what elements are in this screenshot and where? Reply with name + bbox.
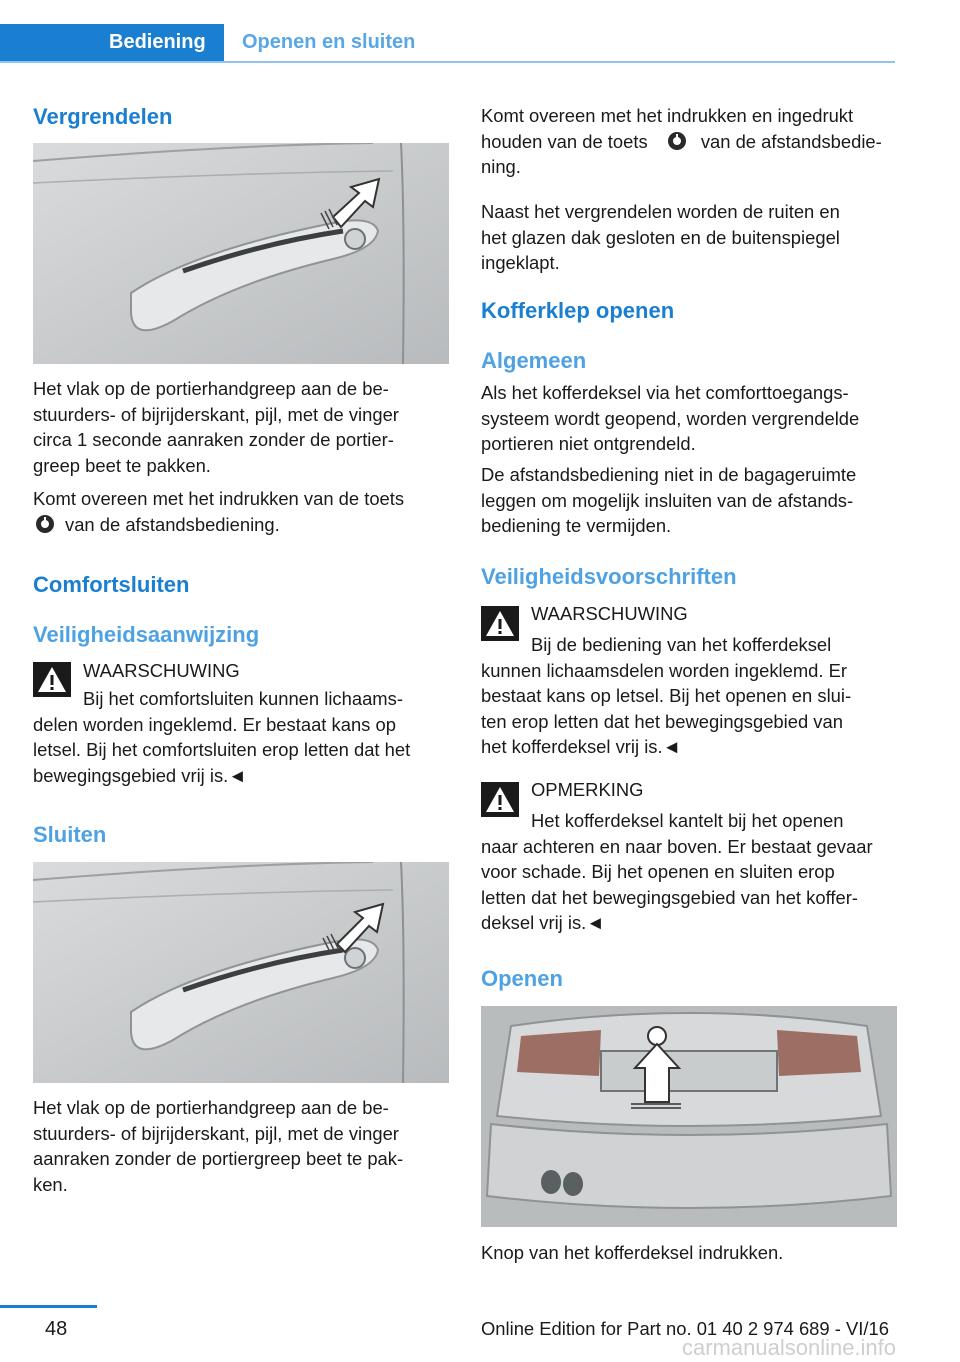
text-line: letten dat het bewegingsgebied van het koffer‐ [481,886,858,908]
heading-comfortsluiten: Comfortsluiten [33,572,190,597]
trunk-lid-image [481,1006,897,1227]
page-header [0,0,895,64]
header-divider [0,61,895,63]
warning-body-comfort [33,686,449,788]
text-line: ten erop letten dat het bewegingsgebied van [481,710,843,732]
text-line: stuurders- of bijrijderskant, pijl, met de vinger [33,403,399,425]
text-line: aanraken zonder de portiergreep beet te pak‐ [33,1148,404,1169]
paragraph-comfort-access [481,380,897,457]
warning-title [531,601,897,627]
text-line: circa 1 seconde aanraken zonder de portier‐ [33,429,394,450]
text-line [33,512,449,538]
text-line: Naast het vergrendelen worden de ruiten en [481,201,840,222]
text-fragment: van de afstandsbediening. [65,513,280,535]
text-line: Komt overeen met het indrukken van de toets [33,488,405,509]
heading-kofferklep-openen: Kofferklep openen [481,298,675,323]
door-handle-image-closing [33,862,449,1083]
notice-title [531,777,897,803]
text-line: Als het kofferdeksel via het comforttoegangs‐ [481,382,849,403]
text-line: deksel vrij is.◄ [481,912,605,933]
lock-key-icon [35,514,55,534]
text-fragment: houden van de toets [481,130,648,152]
paragraph-locking-instruction [33,376,449,478]
paragraph-remote-in-trunk [481,462,897,539]
text-line: Het vlak op de portierhandgreep aan de be‐ [33,1097,389,1118]
text-line: bewegingsgebied vrij is.◄ [33,764,247,786]
watermark-text: carmanualsonline.info [682,1335,897,1360]
heading-vergrendelen: Vergrendelen [33,104,173,129]
text-line [481,129,897,155]
page-number: 48 [45,1318,68,1340]
tab-bediening: Bediening [0,24,224,62]
text-line: Het kofferdeksel kantelt bij het openen [531,810,844,831]
text-line: Knop van het kofferdeksel indrukken. [481,1242,784,1263]
tab-openen-en-sluiten: Openen en sluiten [242,31,416,53]
heading-veiligheidsaanwijzing: Veiligheidsaanwijzing [33,622,260,647]
text-line: bediening te vermijden. [481,515,672,536]
text-line: Het vlak op de portierhandgreep aan de be‐ [33,378,389,399]
heading-openen: Openen [481,966,563,991]
text-line: stuurders- of bijrijderskant, pijl, met de vinger [33,1122,399,1144]
paragraph-locking-equivalent [33,486,449,537]
paragraph-closing-instruction [33,1095,449,1197]
text-line: ning. [481,156,521,177]
text-line: ingeklapt. [481,252,560,273]
text-fragment: van de afstandsbedie‐ [700,130,882,152]
warning-body-trunk [481,632,897,760]
text-line: De afstandsbediening niet in de bagageruimte [481,464,857,485]
text-line: leggen om mogelijk insluiten van de afstands‐ [481,489,854,511]
text-line: voor schade. Bij het openen en sluiten erop [481,861,835,882]
text-line: portieren niet ontgrendeld. [481,433,696,454]
text-line: het kofferdeksel vrij is.◄ [481,736,681,757]
text-line: WAARSCHUWING [531,603,688,624]
text-line: het glazen dak gesloten en de buitenspiegel [481,226,840,248]
text-line: Bij het comfortsluiten kunnen lichaams‐ [83,688,403,709]
text-line: Komt overeen met het indrukken en ingedrukt [481,105,854,126]
paragraph-closing-equivalent [481,103,897,180]
notice-body-trunk [481,808,897,936]
door-handle-image-locking [33,143,449,364]
heading-algemeen: Algemeen [481,348,587,373]
text-line: kunnen lichaamsdelen worden ingeklemd. Er [481,659,847,681]
text-line: systeem wordt geopend, worden vergrendelde [481,407,860,429]
paragraph-windows-mirror [481,199,897,276]
footer-divider [0,1305,97,1308]
edition-info: Online Edition for Part no. 01 40 2 974 689 - VI/16 [481,1318,889,1339]
heading-sluiten: Sluiten [33,822,107,847]
text-line: OPMERKING [531,779,644,800]
text-line: WAARSCHUWING [83,660,240,681]
text-line: bestaat kans op letsel. Bij het openen en slui‐ [481,685,852,706]
text-line: greep beet te pakken. [33,454,211,476]
text-line: naar achteren en naar boven. Er bestaat gevaar [481,835,873,857]
warning-title [83,658,449,684]
lock-key-icon [667,131,687,151]
heading-veiligheidsvoorschriften: Veiligheidsvoorschriften [481,564,737,589]
text-line: letsel. Bij het comfortsluiten erop letten dat het [33,739,411,760]
text-line: Bij de bediening van het kofferdeksel [531,634,832,655]
caption-trunk-button [481,1240,897,1266]
text-line: delen worden ingeklemd. Er bestaat kans op [33,713,396,735]
text-line: ken. [33,1173,68,1195]
